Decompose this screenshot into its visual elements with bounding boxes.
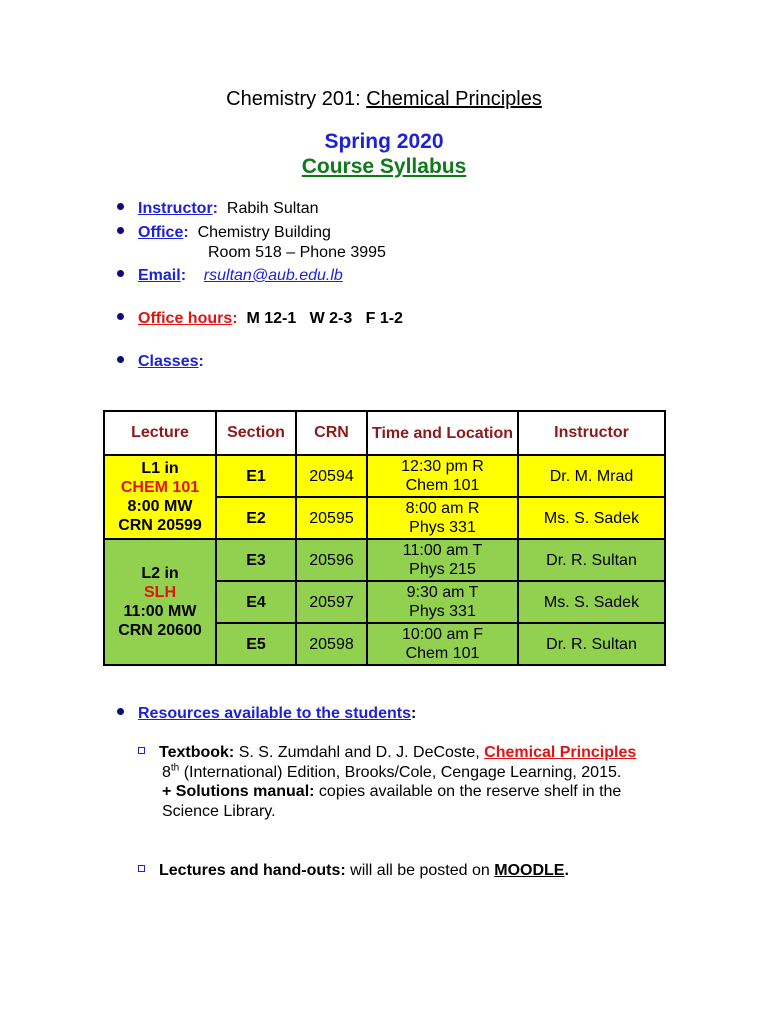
instructor-item: Instructor: Rabih Sultan [117,199,319,219]
instructor-cell: Ms. S. Sadek [518,581,665,623]
office-hours-label: Office hours [138,310,233,327]
lecture-cell-l2: L2 in SLH 11:00 MW CRN 20600 [104,539,216,665]
section-cell: E2 [216,497,296,539]
classes-item: Classes: [117,352,204,372]
textbook-body: 8th (International) Edition, Brooks/Cole, Cengage Learning, 2015. + Solutions manual: copies available on the reserve shelf in the Science Library. [162,762,622,820]
col-header-lecture: Lecture [104,411,216,455]
lectures-text: will all be posted on [350,862,490,879]
textbook-title-link[interactable]: Chemical Principles [484,744,637,761]
time-location-cell: 9:30 am T Phys 331 [367,581,518,623]
crn-cell: 20598 [296,623,367,665]
table-header-row [104,411,665,455]
instructor-cell: Dr. M. Mrad [518,455,665,497]
solutions-label: + Solutions manual: [162,783,315,800]
time-location-cell: 8:00 am R Phys 331 [367,497,518,539]
col-header-section: Section [216,411,296,455]
section-cell: E3 [216,539,296,581]
bullet-icon [117,227,124,234]
office-item: Office: Chemistry Building [117,223,331,243]
table-row [104,455,665,497]
instructor-label: Instructor [138,200,213,217]
textbook-authors: S. S. Zumdahl and D. J. DeCoste, [238,744,480,761]
section-cell: E1 [216,455,296,497]
square-bullet-icon [138,747,145,754]
email-link[interactable]: rsultan@aub.edu.lb [203,267,343,284]
course-name: Chemical Principles [366,88,542,110]
office-hours-item: Office hours: M 12-1 W 2-3 F 1-2 [117,309,403,329]
bullet-icon [117,708,124,715]
col-header-crn: CRN [296,411,367,455]
crn-cell: 20594 [296,455,367,497]
email-item: Email: rsultan@aub.edu.lb [117,266,343,286]
office-line1: Chemistry Building [197,224,331,241]
crn-cell: 20596 [296,539,367,581]
instructor-cell: Ms. S. Sadek [518,497,665,539]
syllabus-heading: Course Syllabus [301,155,467,178]
moodle-link[interactable]: MOODLE [494,862,565,879]
lecture-cell-l1: L1 in CHEM 101 8:00 MW CRN 20599 [104,455,216,539]
bullet-icon [117,203,124,210]
instructor-cell: Dr. R. Sultan [518,623,665,665]
bullet-icon [117,356,124,363]
square-bullet-icon [138,865,145,872]
resources-heading: Resources available to the students [138,705,411,722]
time-location-cell: 10:00 am F Chem 101 [367,623,518,665]
solutions-text: copies available on the reserve shelf in the Science Library. [162,783,622,820]
bullet-icon [117,313,124,320]
lectures-label: Lectures and hand-outs: [159,862,346,879]
schedule-table [103,410,666,666]
crn-cell: 20595 [296,497,367,539]
crn-cell: 20597 [296,581,367,623]
office-hours-value: M 12-1 W 2-3 F 1-2 [246,310,403,327]
page-title [0,88,768,111]
col-header-instructor: Instructor [518,411,665,455]
col-header-time-location: Time and Location [367,411,518,455]
office-label: Office [138,224,184,241]
section-cell: E5 [216,623,296,665]
resources-item: Resources available to the students: [117,704,416,724]
time-location-cell: 12:30 pm R Chem 101 [367,455,518,497]
section-cell: E4 [216,581,296,623]
instructor-value: Rabih Sultan [226,200,319,217]
time-location-cell: 11:00 am T Phys 215 [367,539,518,581]
instructor-cell: Dr. R. Sultan [518,539,665,581]
email-label: Email [138,267,181,284]
term-heading: Spring 2020 [324,130,444,153]
lectures-item: Lectures and hand-outs: will all be posted on MOODLE. [138,861,658,881]
table-row [104,539,665,581]
textbook-label: Textbook: [159,744,235,761]
office-line2: Room 518 – Phone 3995 [208,244,386,261]
classes-label: Classes [138,353,199,370]
bullet-icon [117,270,124,277]
course-code: Chemistry 201: [226,88,361,110]
